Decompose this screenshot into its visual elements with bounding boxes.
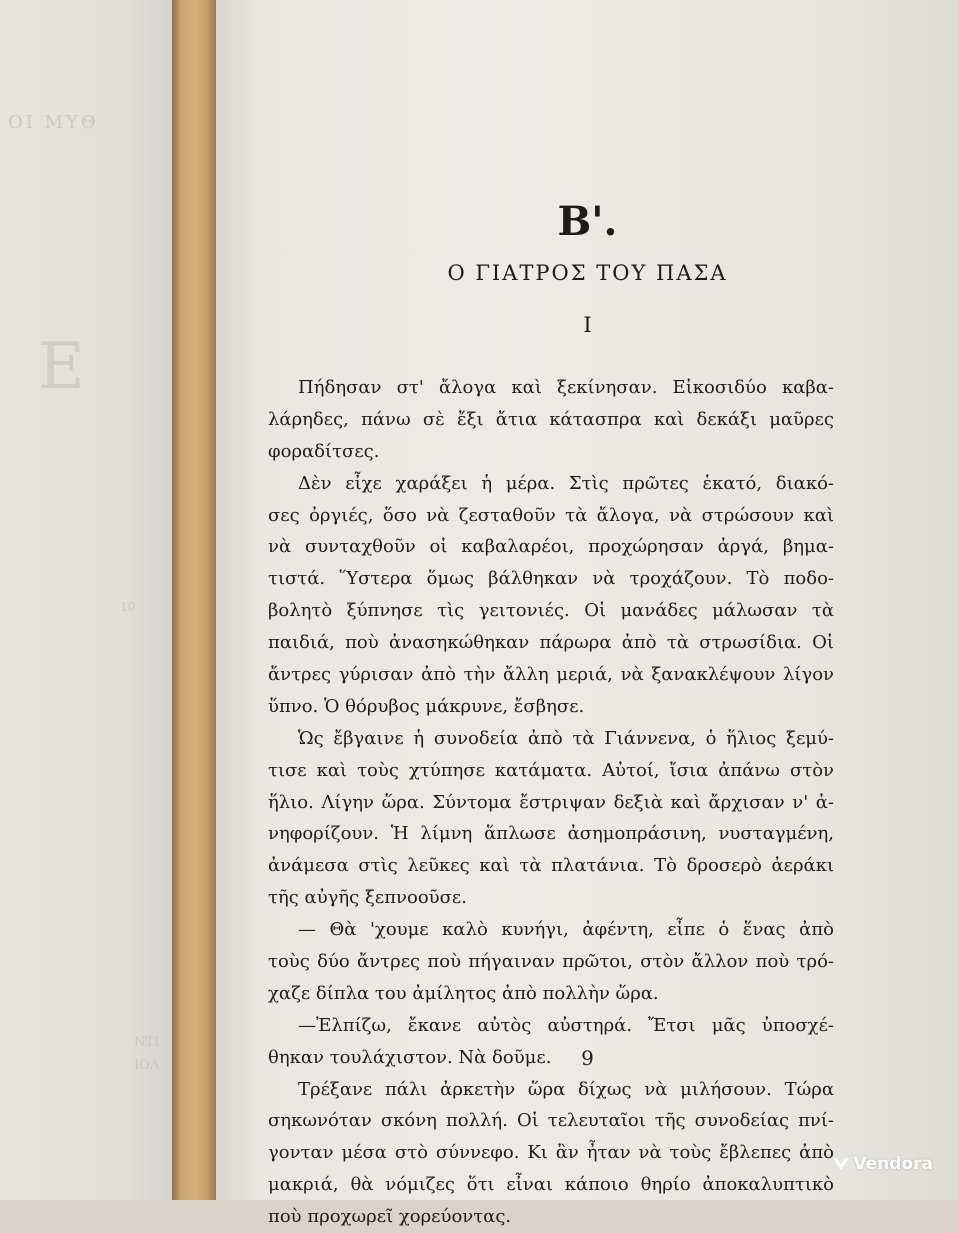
text-line: Ὡς ἔβγαινε ἡ συνοδεία ἀπὸ τὰ Γιάννενα, ὁ ἥλιος ξεμύ- [298,727,834,749]
paragraph [268,372,834,468]
page-number: 9 [581,1046,594,1070]
body-text [268,372,834,1233]
text-line: τιστά. Ὕστερα ὅμως βάλθηκαν νὰ τροχάζουν. Τὸ ποδο- [268,568,834,590]
watermark [832,1154,933,1174]
text-line: λάρηδες, πάνω σὲ ἔξι ἄτια κάτασπρα καὶ δεκάξι μαῦρες [268,408,834,430]
text-line: μακριά, θὰ νόμιζες ὅτι εἶναι κάποιο θηρίο ἀποκαλυπτικὸ [268,1174,834,1196]
book-page [216,0,959,1228]
vendora-logo-icon [832,1156,850,1172]
chapter-title: Ο ΓΙΑΤΡΟΣ ΤΟΥ ΠΑΣΑ [447,261,728,285]
book-binding-edge [172,0,216,1200]
bleed-through-text: ΝΤΙ [134,1035,160,1050]
text-line: βολητὸ ξύπνησε τὶς γειτονιές. Οἱ μανάδες μάλωσαν τὰ [268,600,834,622]
watermark-text: Vendora [853,1154,933,1174]
text-line: τῆς αὐγῆς ξεπνοοῦσε. [268,887,467,909]
bleed-through-text: ΙΟΛ [134,1058,160,1073]
text-line: ὕπνο. Ὁ θόρυβος μάκρυνε, ἔσβησε. [268,695,585,717]
text-line: Δὲν εἶχε χαράξει ἡ μέρα. Στὶς πρῶτες ἑκατό, διακό- [298,472,834,494]
text-line: ἥλιο. Λίγην ὥρα. Σύντομα ἔστριψαν δεξιὰ καὶ ἄρχισαν ν' ἀ- [268,791,834,813]
paragraph [268,468,834,723]
chapter-mark: Β'. [557,198,618,245]
bleed-through-header: ΟΙ ΜΥΘ [8,112,99,133]
text-line: ἀνάμεσα στὶς λεῦκες καὶ τὰ πλατάνια. Τὸ δροσερὸ ἀεράκι [268,855,834,877]
text-line: τισε καὶ τοὺς χτύπησε κατάματα. Αὐτοί, ἴσια ἀπάνω στὸν [268,759,834,781]
text-line: — Θὰ 'χουμε καλὸ κυνήγι, ἀφέντη, εἶπε ὁ ἕνας ἀπὸ [298,919,834,941]
text-line: παιδιά, ποὺ ἀνασηκώθηκαν πάρωρα ἀπὸ τὰ στρωσίδια. Οἱ [268,632,834,654]
bleed-through-text: 10 [120,600,136,614]
text-line: Τρέξανε πάλι ἀρκετὴν ὥρα δίχως νὰ μιλήσουν. Τώρα [298,1078,834,1100]
text-line: χαζε δίπλα του ἀμίλητος ἀπὸ πολλὴν ὥρα. [268,982,659,1004]
text-line: ποὺ προχωρεῖ χορεύοντας. [268,1206,512,1228]
previous-page [0,0,172,1200]
text-line: νὰ συνταχθοῦν οἱ καβαλαρέοι, προχώρησαν ἀργά, βημα- [268,536,834,558]
text-line: θηκαν τουλάχιστον. Νὰ δοῦμε. [268,1046,552,1068]
section-number: Ι [583,313,592,337]
text-line: νηφορίζουν. Ἡ λίμνη ἅπλωσε ἀσημοπράσινη, νυσταγμένη, [268,823,834,845]
text-line: φοραδίτσες. [268,440,380,462]
paragraph [268,914,834,1010]
paragraph [268,723,834,914]
bleed-through-letter: Ε [38,330,85,404]
text-line: τοὺς δύο ἄντρες ποὺ πήγαιναν πρῶτοι, στὸν ἄλλον ποὺ τρό- [268,951,834,973]
text-line: —Ἐλπίζω, ἔκανε αὐτὸς αὐστηρά. Ἔτσι μᾶς ὑποσχέ- [298,1014,834,1036]
text-line: γονταν μέσα στὸ σύννεφο. Κι ἂν ἦταν νὰ τοὺς ἔβλεπες ἀπὸ [268,1142,834,1164]
text-line: σες ὀργιές, ὅσο νὰ ζεσταθοῦν τὰ ἄλογα, νὰ στρώσουν καὶ [268,504,834,526]
text-line: σηκωνόταν σκόνη πολλή. Οἱ τελευταῖοι τῆς συνοδείας πνί- [268,1110,834,1132]
paragraph [268,1074,834,1233]
text-line: ἄντρες γύρισαν ἀπὸ τὴν ἄλλη μεριά, νὰ ξανακλέψουν λίγον [268,664,834,686]
text-line: Πήδησαν στ' ἄλογα καὶ ξεκίνησαν. Εἰκοσιδύο καβα- [298,377,834,398]
